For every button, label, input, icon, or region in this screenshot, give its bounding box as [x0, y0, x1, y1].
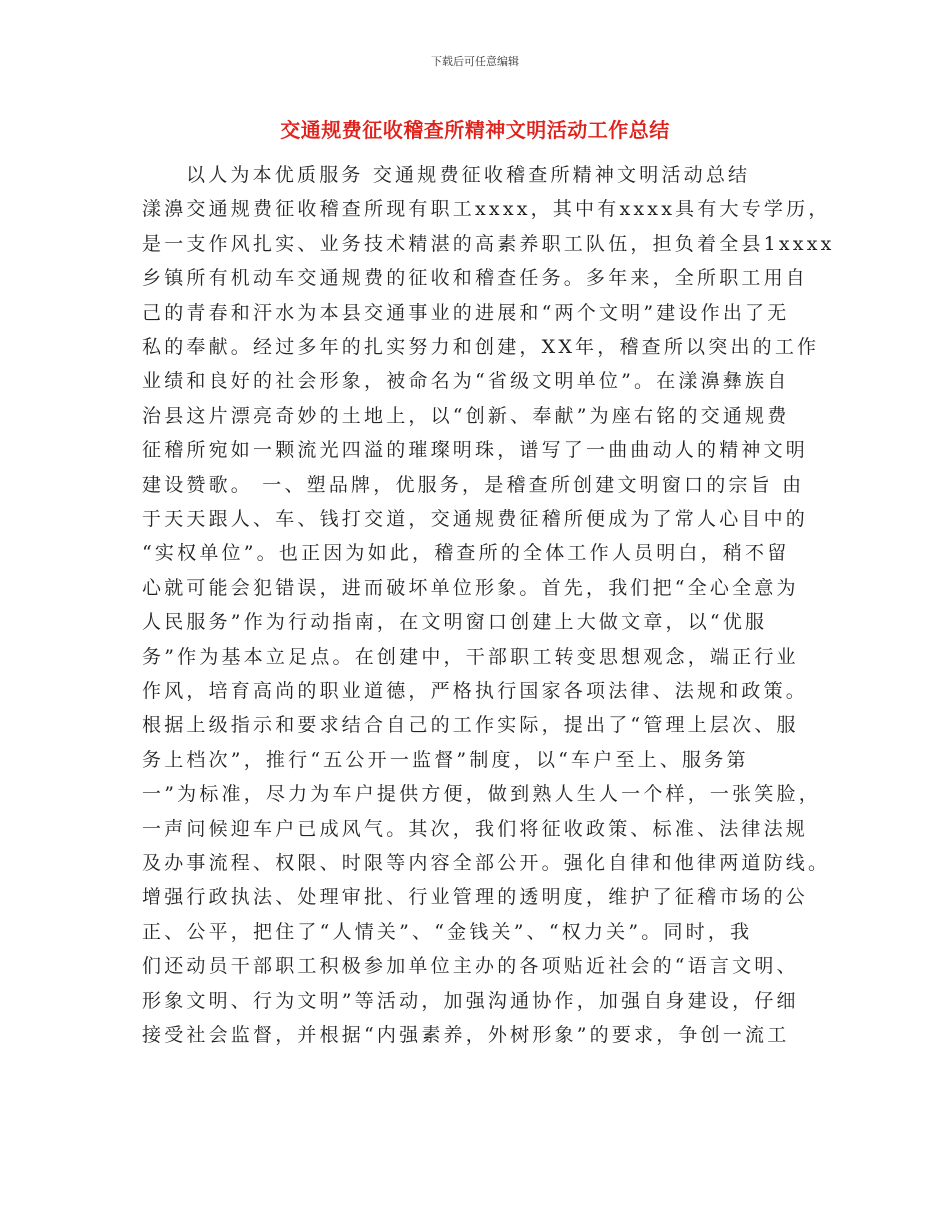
body-line: 是一支作风扎实、业务技术精湛的高素养职工队伍，担负着全县1xxxx [142, 232, 835, 255]
body-line: 务上档次”，推行“五公开一监督”制度，以“车户至上、服务第 [142, 748, 749, 771]
body-line: 们还动员干部职工积极参加单位主办的各项贴近社会的“语言文明、 [142, 955, 799, 978]
body-line: 治县这片漂亮奇妙的土地上，以“创新、奉献”为座右铭的交通规费 [142, 404, 790, 427]
body-line: 征稽所宛如一颗流光四溢的璀璨明珠，谱写了一曲曲动人的精神文明 [142, 439, 809, 462]
body-line: 乡镇所有机动车交通规费的征收和稽查任务。多年来，全所职工用自 [142, 267, 809, 290]
body-line: 业绩和良好的社会形象，被命名为“省级文明单位”。在漾濞彝族自 [142, 370, 790, 393]
body-line: “实权单位”。也正因为如此，稽查所的全体工作人员明白，稍不留 [142, 542, 790, 565]
body-line: 根据上级指示和要求结合自己的工作实际，提出了“管理上层次、服 [142, 714, 799, 737]
body-line: 以人为本优质服务 交通规费征收稽查所精神文明活动总结 [186, 164, 751, 186]
body-line: 心就可能会犯错误，进而破坏单位形象。首先，我们把“全心全意为 [142, 576, 799, 599]
body-line: 形象文明、行为文明”等活动，加强沟通协作，加强自身建设，仔细 [142, 989, 799, 1012]
body-line: 一声问候迎车户已成风气。其次，我们将征收政策、标准、法律法规 [142, 817, 809, 840]
body-line: 私的奉献。经过多年的扎实努力和创建，XX年，稽查所以突出的工作 [142, 336, 820, 358]
body-line: 漾濞交通规费征收稽查所现有职工xxxx，其中有xxxx具有大专学历， [142, 198, 831, 221]
body-line: 及办事流程、权限、时限等内容全部公开。强化自律和他律两道防线。 [142, 852, 831, 874]
header-note: 下载后可任意编辑 [431, 55, 519, 68]
body-line: 一”为标准，尽力为车户提供方便，做到熟人生人一个样，一张笑脸， [142, 783, 821, 806]
body-line: 务”作为基本立足点。在创建中，干部职工转变思想观念，端正行业 [142, 645, 799, 668]
body-line: 接受社会监督，并根据“内强素养，外树形象”的要求，争创一流工 [142, 1024, 790, 1046]
body-line: 建设赞歌。 一、塑品牌，优服务，是稽查所创建文明窗口的宗旨 由 [142, 473, 805, 496]
body-line: 增强行政执法、处理审批、行业管理的透明度，维护了征稽市场的公 [142, 886, 809, 909]
body-line: 于天天跟人、车、钱打交道，交通规费征稽所便成为了常人心目中的 [142, 508, 809, 530]
body-line: 正、公平，把住了“人情关”、“金钱关”、“权力关”。同时，我 [142, 920, 753, 943]
body-line: 作风，培育高尚的职业道德，严格执行国家各项法律、法规和政策。 [142, 680, 809, 702]
body-line: 人民服务”作为行动指南，在文明窗口创建上大做文章，以“优服 [142, 611, 768, 634]
document-title: 交通规费征收稽查所精神文明活动工作总结 [280, 118, 670, 142]
body-line: 己的青春和汗水为本县交通事业的进展和“两个文明”建设作出了无 [142, 301, 790, 324]
